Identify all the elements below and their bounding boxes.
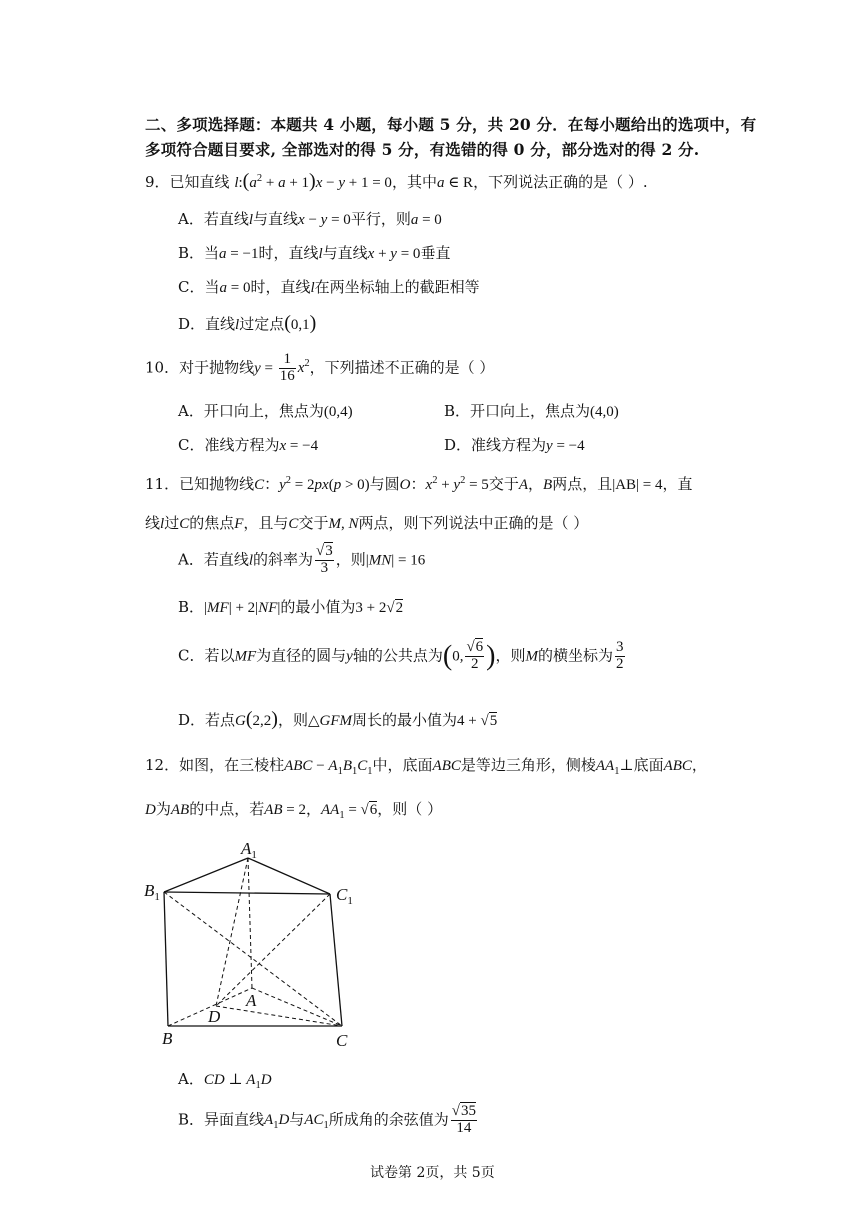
edge-a1-a	[248, 858, 252, 988]
edge-a-c	[252, 988, 342, 1026]
edge-c1-d	[216, 894, 330, 1006]
question-12-stem-line2: D为AB的中点，若AB = 2，$AA_1 = √6$，则（ ）	[145, 800, 443, 821]
question-11-stem-line2: 线l过C的焦点F，且与C交于M, N两点，则下列说法中正确的是（ ）	[145, 514, 589, 532]
q10-option-a: A．开口向上，焦点为(0,4)	[178, 402, 353, 420]
edge-a1-d	[216, 858, 248, 1006]
label-d: D	[208, 1007, 221, 1026]
edge-d-c	[216, 1006, 342, 1026]
edge-b1-c1	[164, 892, 330, 894]
q9-option-a: A．若直线l与直线x − y = 0平行，则a = 0	[178, 210, 442, 228]
q10-option-b: B．开口向上，焦点为(4,0)	[444, 402, 619, 420]
q11-option-b: B．|MF| + 2|NF|的最小值为3 + 2√2	[178, 598, 404, 616]
q9-option-d: D．直线l过定点(0,1)	[178, 312, 317, 334]
section-heading-line1: 二、多项选择题：本题共 4 小题，每小题 5 分，共 20 分．在每小题给出的选项中，有	[145, 115, 757, 134]
label-c1: $C_1$	[336, 885, 353, 907]
edge-a1-c1	[248, 858, 330, 894]
q11-option-a: A．若直线l的斜率为 $\frac{√3}{3}$ ，则|MN| = 16	[178, 543, 426, 576]
question-12-stem-line1: 12．如图，在三棱柱ABC − $A_1B_1C_1$中，底面ABC是等边三角形，侧棱$AA_1\perp$底面ABC，	[145, 756, 707, 777]
page-footer: 试卷第 2页，共 5页	[370, 1165, 495, 1181]
label-b: B	[162, 1029, 173, 1048]
section-heading-line2: 多项符合题目要求, 全部选对的得 5 分，有选错的得 0 分，部分选对的得 2 分.	[145, 140, 700, 159]
q10-option-d: D．准线方程为y = −4	[444, 436, 585, 454]
q12-option-b: B．异面直线$A_1D$与$AC_1$所成角的余弦值为 $\frac{√35}{14}$	[178, 1103, 476, 1136]
q10-option-c: C．准线方程为x = −4	[178, 436, 319, 454]
prism-figure	[140, 836, 370, 1056]
question-9-stem: 9．已知直线 $l:(a^2 + a + 1)x - y + 1 = 0$，其中a ∈ R，下列说法正确的是（ ）.	[145, 170, 648, 192]
q11-option-c: C．若以MF为直径的圆与y轴的公共点为(0, $\frac{√6}{2}$ )，则M的横坐标为 $\frac{3}{2}$	[178, 639, 624, 672]
q9-option-c: C．当a = 0时，直线l在两坐标轴上的截距相等	[178, 278, 480, 296]
edge-c1-c	[330, 894, 342, 1026]
label-a1: $A_1$	[241, 839, 257, 861]
edge-b1-b	[164, 892, 168, 1026]
edge-a1-b1	[164, 858, 248, 892]
label-c: C	[336, 1031, 348, 1050]
q11-option-d: D．若点G(2,2)，则△GFM周长的最小值为4 + √5	[178, 708, 498, 730]
label-b1: $B_1$	[144, 881, 160, 903]
question-10-stem: 10．对于抛物线y = $\frac{1}{16}$ $x^2$，下列描述不正确的是（ ）	[145, 351, 495, 384]
question-11-stem-line1: 11．已知抛物线C：$y^2 = 2px(p > 0)$与圆O：$x^2 + y^2 = 5$交于A，B两点，且|AB| = 4，直	[145, 475, 693, 493]
q12-option-a: A．CD ⊥ $A_1D$	[178, 1070, 272, 1091]
q9-option-b: B．当a = −1时，直线l与直线x + y = 0垂直	[178, 244, 451, 262]
label-a: A	[246, 991, 257, 1010]
